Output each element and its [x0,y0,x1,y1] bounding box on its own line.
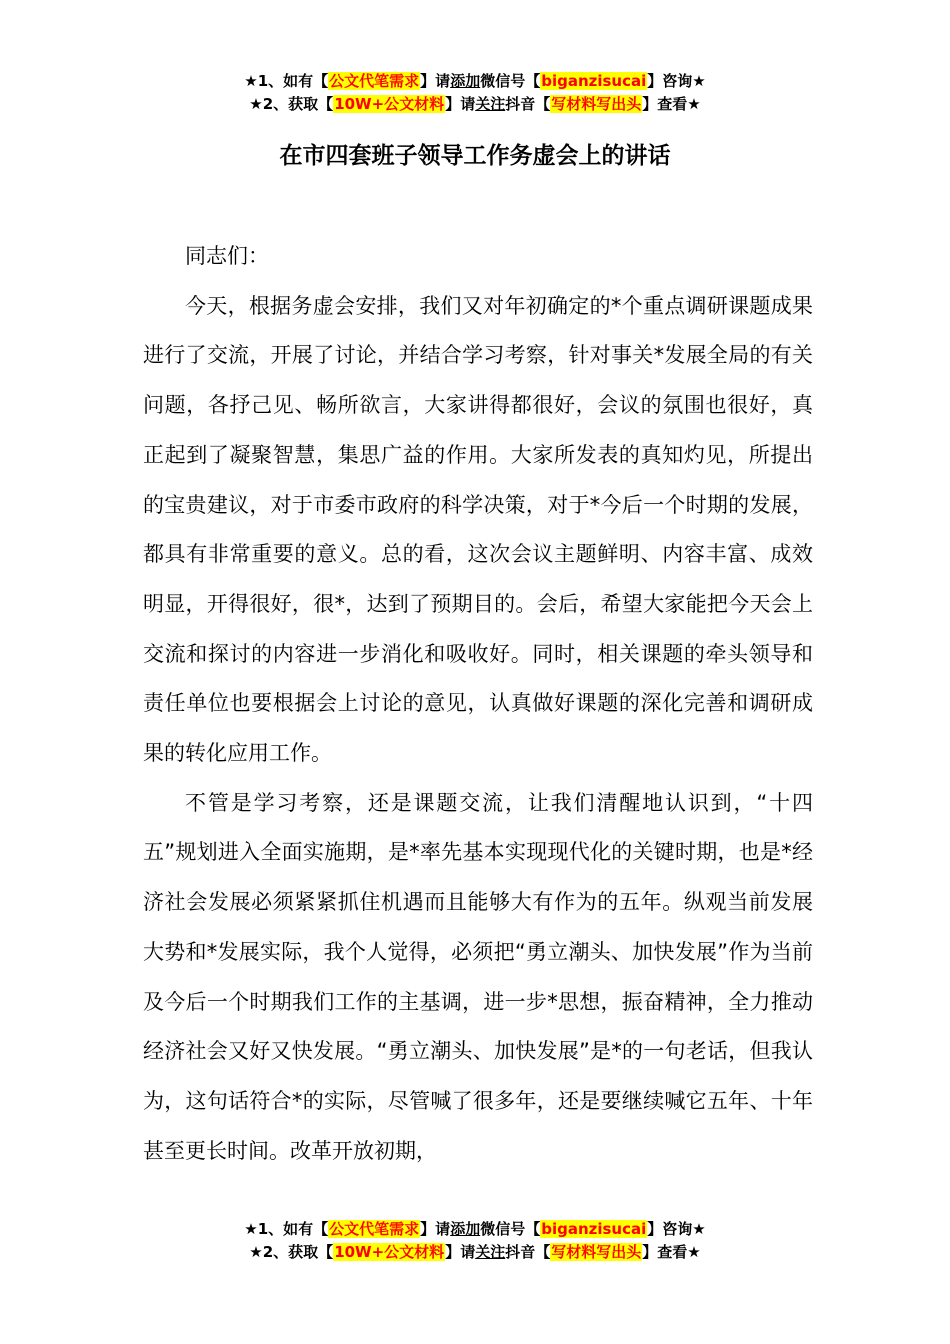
banner-line-1-highlight-1: 公文代笔需求 [329,72,420,90]
paragraph-1: 今天，根据务虚会安排，我们又对年初确定的*个重点调研课题成果进行了交流，开展了讨论，并结合学习考察，针对事关*发展全局的有关问题，各抒己见、畅所欲言，大家讲得都很好，会议的氛围也很好，真正起到了凝聚智慧，集思广益的作用。大家所发表的真知灼见，所提出的宝贵建议，对于市委市政府的科学决策，对于*今后一个时期的发展，都具有非常重要的意义。总的看，这次会议主题鲜明、内容丰富、成效明显，开得很好，很*，达到了预期目的。会后，希望大家能把今天会上交流和探讨的内容进一步消化和吸收好。同时，相关课题的牵头领导和责任单位也要根据会上讨论的意见，认真做好课题的深化完善和调研成果的转化应用工作。 [143,293,813,766]
footer-line-2-highlight-1: 10W+公文材料 [334,1243,445,1261]
footer-banner-line-1 [0,1218,950,1241]
footer-line-2-suffix: 】查看★ [642,1243,701,1261]
footer-line-2-highlight-2: 写材料写出头 [551,1243,642,1261]
banner-line-2-underlined: 关注 [475,95,506,113]
banner-line-1-suffix: 】咨询★ [647,72,706,90]
document-title: 在市四套班子领导工作务虚会上的讲话 [279,143,671,169]
footer-line-2-mid-1: 】请 [445,1243,476,1261]
paragraph-2: 不管是学习考察，还是课题交流，让我们清醒地认识到，“十四五”规划进入全面实施期，是*率先基本实现现代化的关键时期，也是*经济社会发展必须紧紧抓住机遇而且能够大有作为的五年。纵观当前发展大势和*发展实际，我个人觉得，必须把“勇立潮头、加快发展”作为当前及今后一个时期我们工作的主基调，进一步*思想，振奋精神，全力推动经济社会又好又快发展。“勇立潮头、加快发展”是*的一句老话，但我认为，这句话符合*的实际，尽管喊了很多年，还是要继续喊它五年、十年甚至更长时间。改革开放初期， [143,790,813,1163]
footer-line-1-highlight-1: 公文代笔需求 [329,1220,420,1238]
banner-line-1 [0,70,950,93]
banner-line-2-suffix: 】查看★ [642,95,701,113]
salutation: 同志们： [185,244,269,268]
banner-line-2-highlight-1: 10W+公文材料 [334,95,445,113]
banner-line-2-mid-1: 】请 [445,95,476,113]
banner-line-1-mid-1: 】请 [420,72,451,90]
document-body [143,232,813,1176]
footer-line-1-suffix: 】咨询★ [647,1220,706,1238]
banner-line-2-prefix: ★2、获取【 [249,95,334,113]
banner-line-1-prefix: ★1、如有【 [244,72,329,90]
banner-line-2 [0,93,950,116]
footer-line-2-mid-2: 抖音【 [505,1243,551,1261]
footer-line-2-prefix: ★2、获取【 [249,1243,334,1261]
banner-line-1-mid-2: 微信号【 [480,72,541,90]
banner-line-1-underlined: 添加 [450,72,481,90]
banner-line-2-mid-2: 抖音【 [505,95,551,113]
header-banner [0,70,950,116]
footer-line-1-highlight-2: biganzisucai [541,1220,647,1238]
banner-line-1-highlight-2: biganzisucai [541,72,647,90]
footer-line-1-prefix: ★1、如有【 [244,1220,329,1238]
banner-line-2-highlight-2: 写材料写出头 [551,95,642,113]
footer-banner-line-2 [0,1241,950,1264]
footer-banner [0,1218,950,1264]
footer-line-1-mid-1: 】请 [420,1220,451,1238]
footer-line-1-mid-2: 微信号【 [480,1220,541,1238]
footer-line-1-underlined: 添加 [450,1220,481,1238]
footer-line-2-underlined: 关注 [475,1243,506,1261]
